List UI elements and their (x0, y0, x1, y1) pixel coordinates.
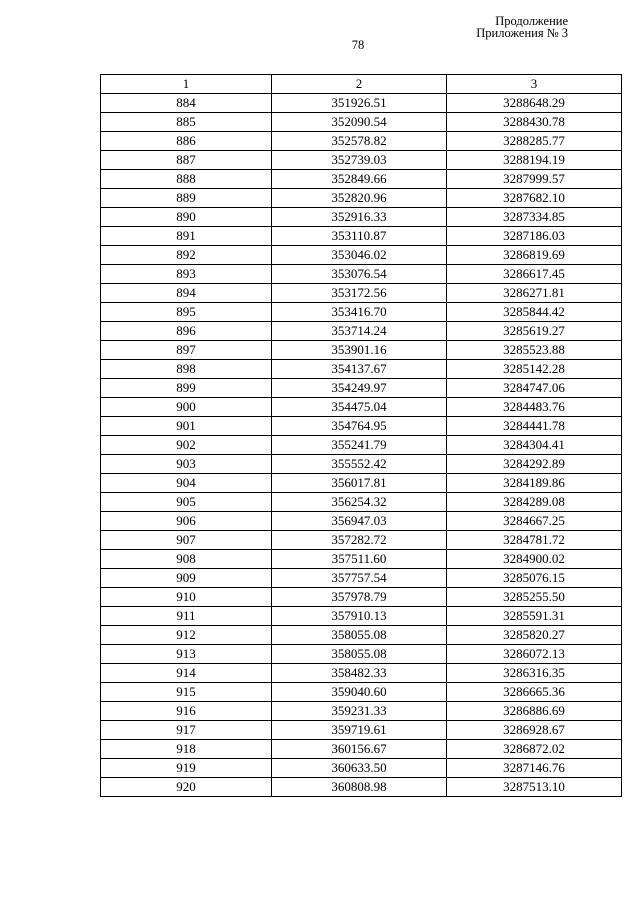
point-number-cell: 906 (101, 512, 272, 531)
coordinate-y-cell: 3286665.36 (447, 683, 622, 702)
coordinate-y-cell: 3286072.13 (447, 645, 622, 664)
point-number-cell: 890 (101, 208, 272, 227)
table-body (101, 94, 622, 797)
coordinate-x-cell: 353046.02 (272, 246, 447, 265)
appendix-continuation-note (408, 15, 568, 39)
coordinate-y-cell: 3285142.28 (447, 360, 622, 379)
coordinate-x-cell: 352739.03 (272, 151, 447, 170)
table-row (101, 170, 622, 189)
coordinate-x-cell: 353076.54 (272, 265, 447, 284)
coordinate-y-cell: 3284292.89 (447, 455, 622, 474)
coordinate-x-cell: 353110.87 (272, 227, 447, 246)
point-number-cell: 894 (101, 284, 272, 303)
coordinate-x-cell: 354475.04 (272, 398, 447, 417)
table-row (101, 588, 622, 607)
coordinate-x-cell: 360156.67 (272, 740, 447, 759)
coordinate-x-cell: 352578.82 (272, 132, 447, 151)
coordinate-x-cell: 358055.08 (272, 645, 447, 664)
point-number-cell: 920 (101, 778, 272, 797)
table-row (101, 778, 622, 797)
table-row (101, 721, 622, 740)
point-number-cell: 898 (101, 360, 272, 379)
coordinate-x-cell: 360808.98 (272, 778, 447, 797)
table-row (101, 284, 622, 303)
coordinate-x-cell: 357757.54 (272, 569, 447, 588)
coordinate-y-cell: 3286819.69 (447, 246, 622, 265)
table-row (101, 303, 622, 322)
table-row (101, 246, 622, 265)
point-number-cell: 900 (101, 398, 272, 417)
point-number-cell: 913 (101, 645, 272, 664)
coordinate-x-cell: 355552.42 (272, 455, 447, 474)
coordinate-y-cell: 3285255.50 (447, 588, 622, 607)
coordinate-x-cell: 359231.33 (272, 702, 447, 721)
coordinate-x-cell: 354764.95 (272, 417, 447, 436)
coordinate-y-cell: 3285591.31 (447, 607, 622, 626)
table-row (101, 227, 622, 246)
coordinate-x-cell: 358055.08 (272, 626, 447, 645)
coordinate-x-cell: 353416.70 (272, 303, 447, 322)
point-number-cell: 914 (101, 664, 272, 683)
table-header (101, 75, 622, 94)
coordinate-y-cell: 3286928.67 (447, 721, 622, 740)
coordinate-x-cell: 353901.16 (272, 341, 447, 360)
header-row (101, 75, 622, 94)
coordinate-x-cell: 352820.96 (272, 189, 447, 208)
coordinate-x-cell: 354137.67 (272, 360, 447, 379)
coordinate-x-cell: 352916.33 (272, 208, 447, 227)
point-number-cell: 904 (101, 474, 272, 493)
coordinate-y-cell: 3288194.19 (447, 151, 622, 170)
coordinate-y-cell: 3286617.45 (447, 265, 622, 284)
column-header-3: 3 (447, 75, 622, 94)
coordinate-x-cell: 360633.50 (272, 759, 447, 778)
coordinate-y-cell: 3288285.77 (447, 132, 622, 151)
coordinate-y-cell: 3284900.02 (447, 550, 622, 569)
column-header-1: 1 (101, 75, 272, 94)
point-number-cell: 886 (101, 132, 272, 151)
coordinate-x-cell: 358482.33 (272, 664, 447, 683)
table-row (101, 398, 622, 417)
coordinate-y-cell: 3285820.27 (447, 626, 622, 645)
table-row (101, 341, 622, 360)
point-number-cell: 889 (101, 189, 272, 208)
point-number-cell: 901 (101, 417, 272, 436)
coordinate-y-cell: 3285523.88 (447, 341, 622, 360)
coordinate-y-cell: 3287186.03 (447, 227, 622, 246)
table-row (101, 94, 622, 113)
table-row (101, 740, 622, 759)
table-row (101, 379, 622, 398)
point-number-cell: 895 (101, 303, 272, 322)
coordinate-y-cell: 3287682.10 (447, 189, 622, 208)
coordinate-y-cell: 3286886.69 (447, 702, 622, 721)
table-row (101, 607, 622, 626)
coordinate-x-cell: 353172.56 (272, 284, 447, 303)
point-number-cell: 919 (101, 759, 272, 778)
coordinate-y-cell: 3287146.76 (447, 759, 622, 778)
point-number-cell: 885 (101, 113, 272, 132)
point-number-cell: 907 (101, 531, 272, 550)
table-row (101, 208, 622, 227)
coordinate-y-cell: 3286872.02 (447, 740, 622, 759)
table-row (101, 113, 622, 132)
coordinate-y-cell: 3287513.10 (447, 778, 622, 797)
point-number-cell: 910 (101, 588, 272, 607)
coordinate-y-cell: 3287334.85 (447, 208, 622, 227)
point-number-cell: 892 (101, 246, 272, 265)
coordinate-y-cell: 3284667.25 (447, 512, 622, 531)
point-number-cell: 911 (101, 607, 272, 626)
coordinate-y-cell: 3284289.08 (447, 493, 622, 512)
point-number-cell: 909 (101, 569, 272, 588)
table-row (101, 151, 622, 170)
table-row (101, 417, 622, 436)
point-number-cell: 896 (101, 322, 272, 341)
point-number-cell: 887 (101, 151, 272, 170)
table-row (101, 474, 622, 493)
coordinate-x-cell: 359719.61 (272, 721, 447, 740)
point-number-cell: 888 (101, 170, 272, 189)
coordinate-x-cell: 355241.79 (272, 436, 447, 455)
point-number-cell: 918 (101, 740, 272, 759)
coordinate-x-cell: 351926.51 (272, 94, 447, 113)
table-row (101, 645, 622, 664)
point-number-cell: 917 (101, 721, 272, 740)
table-row (101, 531, 622, 550)
coordinate-y-cell: 3284747.06 (447, 379, 622, 398)
point-number-cell: 897 (101, 341, 272, 360)
point-number-cell: 905 (101, 493, 272, 512)
coordinate-x-cell: 357282.72 (272, 531, 447, 550)
coordinate-y-cell: 3284781.72 (447, 531, 622, 550)
appendix-label: Приложения № 3 (476, 26, 568, 40)
coordinate-x-cell: 352090.54 (272, 113, 447, 132)
coordinate-y-cell: 3286271.81 (447, 284, 622, 303)
table-row (101, 759, 622, 778)
coordinate-x-cell: 356947.03 (272, 512, 447, 531)
coordinate-y-cell: 3286316.35 (447, 664, 622, 683)
coordinate-y-cell: 3285076.15 (447, 569, 622, 588)
point-number-cell: 893 (101, 265, 272, 284)
coordinate-x-cell: 359040.60 (272, 683, 447, 702)
table-row (101, 550, 622, 569)
point-number-cell: 903 (101, 455, 272, 474)
coordinate-y-cell: 3288430.78 (447, 113, 622, 132)
coordinate-x-cell: 352849.66 (272, 170, 447, 189)
table-row (101, 189, 622, 208)
column-header-2: 2 (272, 75, 447, 94)
table-row (101, 664, 622, 683)
point-number-cell: 891 (101, 227, 272, 246)
coordinate-x-cell: 356017.81 (272, 474, 447, 493)
coordinate-x-cell: 357511.60 (272, 550, 447, 569)
coordinate-x-cell: 357910.13 (272, 607, 447, 626)
table-row (101, 569, 622, 588)
table-row (101, 626, 622, 645)
table-row (101, 493, 622, 512)
point-number-cell: 884 (101, 94, 272, 113)
coordinate-y-cell: 3284189.86 (447, 474, 622, 493)
table-row (101, 322, 622, 341)
table-row (101, 265, 622, 284)
point-number-cell: 915 (101, 683, 272, 702)
table-row (101, 683, 622, 702)
coordinate-y-cell: 3284441.78 (447, 417, 622, 436)
table-row (101, 512, 622, 531)
point-number-cell: 916 (101, 702, 272, 721)
continuation-label: Продолжение (495, 14, 568, 28)
coordinate-x-cell: 357978.79 (272, 588, 447, 607)
point-number-cell: 912 (101, 626, 272, 645)
coordinate-x-cell: 353714.24 (272, 322, 447, 341)
point-number-cell: 899 (101, 379, 272, 398)
coordinate-y-cell: 3285619.27 (447, 322, 622, 341)
point-number-cell: 908 (101, 550, 272, 569)
coordinate-x-cell: 354249.97 (272, 379, 447, 398)
coordinate-y-cell: 3284304.41 (447, 436, 622, 455)
page-number: 78 (351, 38, 365, 52)
table-row (101, 436, 622, 455)
point-number-cell: 902 (101, 436, 272, 455)
table-row (101, 702, 622, 721)
coordinate-y-cell: 3287999.57 (447, 170, 622, 189)
coordinate-y-cell: 3284483.76 (447, 398, 622, 417)
table-row (101, 132, 622, 151)
table-row (101, 360, 622, 379)
coordinate-y-cell: 3285844.42 (447, 303, 622, 322)
coordinate-y-cell: 3288648.29 (447, 94, 622, 113)
coordinate-x-cell: 356254.32 (272, 493, 447, 512)
coordinates-table (100, 74, 622, 797)
table-row (101, 455, 622, 474)
